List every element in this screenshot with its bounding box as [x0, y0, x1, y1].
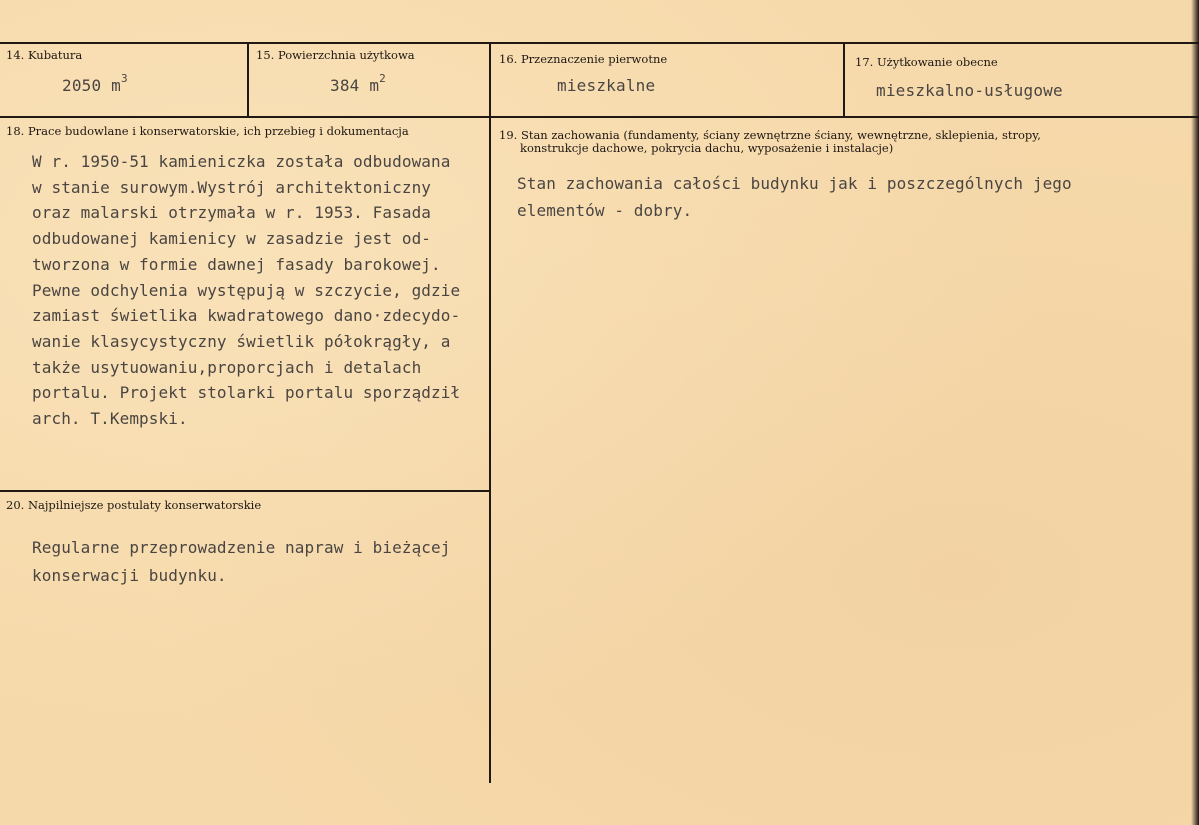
przeznaczenie-value: mieszkalne — [557, 76, 656, 95]
stan-label-line2: konstrukcje dachowe, pokrycia dachu, wyposażenie i instalacje) — [520, 141, 894, 155]
prace-line: tworzona w formie dawnej fasady barokowej. — [32, 254, 441, 274]
powierzchnia-unit-exponent: 2 — [379, 72, 386, 85]
prace-line: portalu. Projekt stolarki portalu sporządził — [32, 383, 461, 403]
prace-text — [32, 149, 460, 432]
prace-line: wanie klasycystyczny świetlik półokrągły, a — [32, 331, 451, 351]
uzytkowanie-label: 17. Użytkowanie obecne — [855, 55, 998, 69]
kubatura-unit-exponent: 3 — [121, 72, 128, 85]
prace-label: 18. Prace budowlane i konserwatorskie, ich przebieg i dokumentacja — [6, 124, 409, 138]
card-edge-shadow — [1191, 0, 1199, 825]
top-rule — [0, 42, 1199, 44]
stan-label-line1: 19. Stan zachowania (fundamenty, ściany zewnętrzne ściany, wewnętrzne, sklepienia, stropy, — [499, 128, 1041, 142]
prace-line: oraz malarski otrzymała w r. 1953. Fasada — [32, 203, 432, 223]
przeznaczenie-label: 16. Przeznaczenie pierwotne — [499, 52, 668, 66]
kubatura-label: 14. Kubatura — [6, 48, 83, 62]
postulaty-line: konserwacji budynku. — [32, 566, 227, 585]
prace-line: odbudowanej kamienicy w zasadzie jest od- — [32, 229, 432, 249]
kubatura-number: 2050 m — [62, 76, 121, 95]
prace-line: w stanie surowym.Wystrój architektoniczny — [32, 177, 432, 197]
stan-line: Stan zachowania całości budynku jak i poszczególnych jego — [517, 174, 1072, 193]
stan-text — [517, 170, 1072, 224]
divider-14-15 — [247, 44, 249, 116]
prace-line: zamiast świetlika kwadratowego dano·zdecydo- — [32, 306, 461, 326]
powierzchnia-label: 15. Powierzchnia użytkowa — [256, 48, 415, 62]
powierzchnia-number: 384 m — [330, 76, 380, 95]
divider-16-17 — [843, 44, 845, 116]
prace-line: W r. 1950-51 kamieniczka została odbudowana — [32, 152, 451, 171]
postulaty-label: 20. Najpilniejsze postulaty konserwatorskie — [6, 498, 262, 512]
postulaty-line: Regularne przeprowadzenie napraw i bieżącej — [32, 538, 451, 557]
divider-15-16 — [489, 44, 491, 783]
postulaty-text — [32, 534, 451, 590]
row1-bottom-rule — [0, 116, 1199, 118]
powierzchnia-value — [330, 72, 386, 95]
kubatura-value — [62, 72, 128, 95]
section18-bottom-rule — [0, 490, 491, 492]
stan-line: elementów - dobry. — [517, 201, 693, 220]
prace-line: także usytuowaniu,proporcjach i detalach — [32, 357, 422, 377]
prace-line: Pewne odchylenia występują w szczycie, gdzie — [32, 280, 461, 300]
prace-line: arch. T.Kempski. — [32, 409, 188, 429]
uzytkowanie-value: mieszkalno-usługowe — [876, 81, 1063, 100]
